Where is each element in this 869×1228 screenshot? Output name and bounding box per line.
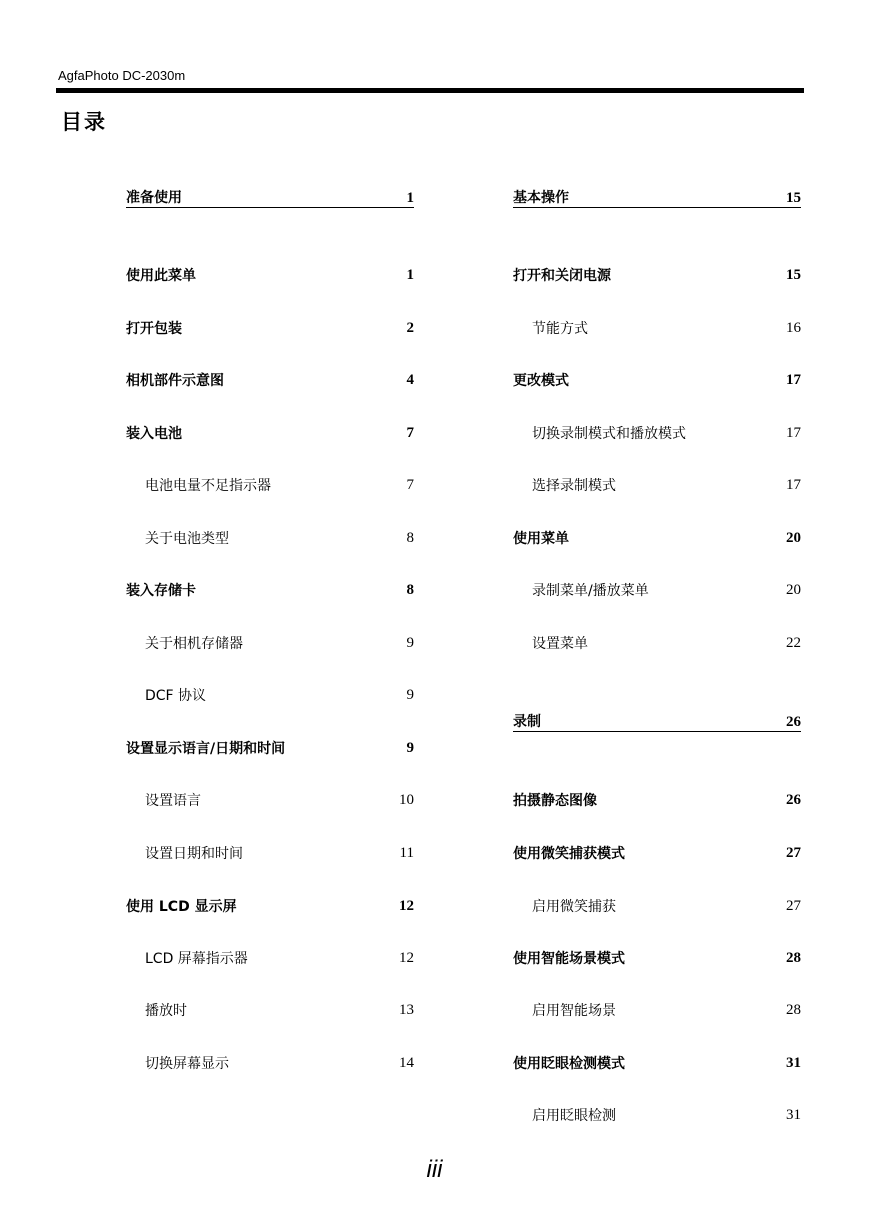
toc-entry-text: 设置日期和时间 [145, 846, 243, 862]
toc-entry-text: 准备使用 [126, 190, 182, 206]
toc-entry-page: 27 [786, 897, 801, 914]
toc-subentry[interactable] [126, 842, 414, 864]
toc-section-heading[interactable] [513, 712, 801, 732]
toc-subentry[interactable] [513, 632, 801, 654]
page-number: iii [426, 1156, 443, 1183]
toc-entry-text: 使用菜单 [513, 531, 569, 547]
header-divider [56, 88, 804, 93]
toc-entry[interactable] [513, 369, 801, 391]
toc-entry-text: 设置语言 [145, 793, 201, 809]
toc-entry[interactable] [513, 1052, 801, 1074]
toc-entry-text: 切换屏幕显示 [145, 1056, 229, 1072]
toc-entry-page: 8 [406, 581, 414, 598]
toc-entry-text: 播放时 [145, 1003, 187, 1019]
toc-entry-page: 22 [786, 634, 801, 651]
toc-subentry[interactable] [513, 317, 801, 339]
toc-entry-text: 设置显示语言/日期和时间 [126, 741, 286, 757]
toc-entry-page: 15 [786, 266, 801, 283]
toc-subentry[interactable] [126, 684, 414, 706]
toc-entry-text: 相机部件示意图 [126, 373, 224, 389]
toc-entry-page: 26 [786, 714, 801, 730]
toc-entry-page: 11 [399, 844, 414, 861]
toc-entry-page: 8 [406, 529, 414, 546]
toc-entry-text: 使用智能场景模式 [513, 951, 625, 967]
toc-entry[interactable] [513, 264, 801, 286]
toc-entry[interactable] [513, 789, 801, 811]
document-header-model: AgfaPhoto DC-2030m [58, 68, 186, 83]
toc-entry-text: 更改模式 [513, 373, 569, 389]
toc-entry-text: 启用智能场景 [532, 1003, 616, 1019]
toc-entry-page: 9 [406, 686, 414, 703]
toc-entry-text: 启用眨眼检测 [532, 1108, 616, 1124]
toc-entry-text: 电池电量不足指示器 [145, 478, 271, 494]
toc-entry-page: 26 [786, 791, 801, 808]
toc-entry[interactable] [126, 264, 414, 286]
toc-entry[interactable] [126, 579, 414, 601]
toc-entry-text: 设置菜单 [532, 636, 588, 652]
toc-entry-text: LCD 屏幕指示器 [145, 951, 248, 967]
toc-entry[interactable] [126, 317, 414, 339]
toc-entry-text: 关于电池类型 [145, 531, 229, 547]
toc-entry-page: 31 [786, 1106, 801, 1123]
toc-entry-text: 录制菜单/播放菜单 [532, 583, 649, 599]
toc-subentry[interactable] [513, 1104, 801, 1126]
toc-entry-page: 9 [406, 634, 414, 651]
toc-entry[interactable] [126, 369, 414, 391]
toc-entry-page: 17 [786, 476, 801, 493]
toc-entry-page: 12 [399, 897, 414, 914]
page-title: 目录 [61, 110, 107, 134]
toc-entry-page: 15 [786, 190, 801, 206]
toc-entry-text: 装入电池 [126, 426, 182, 442]
toc-entry-page: 1 [406, 266, 414, 283]
toc-entry-page: 9 [406, 739, 414, 756]
toc-entry[interactable] [513, 527, 801, 549]
toc-subentry[interactable] [513, 999, 801, 1021]
toc-entry-text: 打开包装 [126, 321, 182, 337]
toc-entry-page: 2 [406, 319, 414, 336]
toc-subentry[interactable] [126, 632, 414, 654]
toc-entry-page: 4 [406, 371, 414, 388]
toc-entry[interactable] [126, 895, 414, 917]
toc-entry-page: 31 [786, 1054, 801, 1071]
toc-subentry[interactable] [513, 422, 801, 444]
toc-entry-page: 17 [786, 424, 801, 441]
toc-entry-page: 28 [786, 949, 801, 966]
toc-entry-page: 17 [786, 371, 801, 388]
toc-entry-page: 16 [786, 319, 801, 336]
toc-subentry[interactable] [126, 474, 414, 496]
toc-entry-text: 切换录制模式和播放模式 [532, 426, 686, 442]
toc-section-heading[interactable] [126, 188, 414, 208]
toc-entry-page: 27 [786, 844, 801, 861]
toc-subentry[interactable] [513, 474, 801, 496]
toc-entry-page: 7 [406, 424, 414, 441]
toc-entry-page: 14 [399, 1054, 414, 1071]
toc-entry-text: 录制 [513, 714, 541, 730]
toc-entry-text: 使用此菜单 [126, 268, 196, 284]
toc-subentry[interactable] [513, 895, 801, 917]
toc-entry[interactable] [513, 842, 801, 864]
toc-section-heading[interactable] [513, 188, 801, 208]
toc-entry-text: 使用微笑捕获模式 [513, 846, 625, 862]
toc-entry-text: 打开和关闭电源 [513, 268, 611, 284]
toc-subentry[interactable] [126, 789, 414, 811]
toc-entry-page: 10 [399, 791, 414, 808]
toc-entry-text: 启用微笑捕获 [532, 899, 616, 915]
toc-entry-text: 装入存储卡 [126, 583, 196, 599]
toc-entry-page: 1 [406, 190, 414, 206]
toc-entry-text: 使用 LCD 显示屏 [126, 899, 237, 915]
toc-entry[interactable] [126, 422, 414, 444]
toc-entry-page: 28 [786, 1001, 801, 1018]
toc-entry-text: 使用眨眼检测模式 [513, 1056, 625, 1072]
toc-entry-page: 20 [786, 581, 801, 598]
toc-subentry[interactable] [126, 527, 414, 549]
toc-entry-text: 基本操作 [513, 190, 569, 206]
toc-subentry[interactable] [513, 579, 801, 601]
toc-entry[interactable] [513, 947, 801, 969]
toc-entry-page: 12 [399, 949, 414, 966]
toc-entry-page: 7 [406, 476, 414, 493]
toc-subentry[interactable] [126, 1052, 414, 1074]
toc-entry-text: 拍摄静态图像 [513, 793, 597, 809]
toc-entry-page: 20 [786, 529, 801, 546]
toc-subentry[interactable] [126, 999, 414, 1021]
toc-entry-text: 节能方式 [532, 321, 588, 337]
toc-subentry[interactable] [126, 947, 414, 969]
toc-entry-text: 选择录制模式 [532, 478, 616, 494]
toc-entry-text: 关于相机存储器 [145, 636, 243, 652]
toc-entry-page: 13 [399, 1001, 414, 1018]
toc-entry-text: DCF 协议 [145, 688, 207, 704]
toc-entry[interactable] [126, 737, 414, 759]
